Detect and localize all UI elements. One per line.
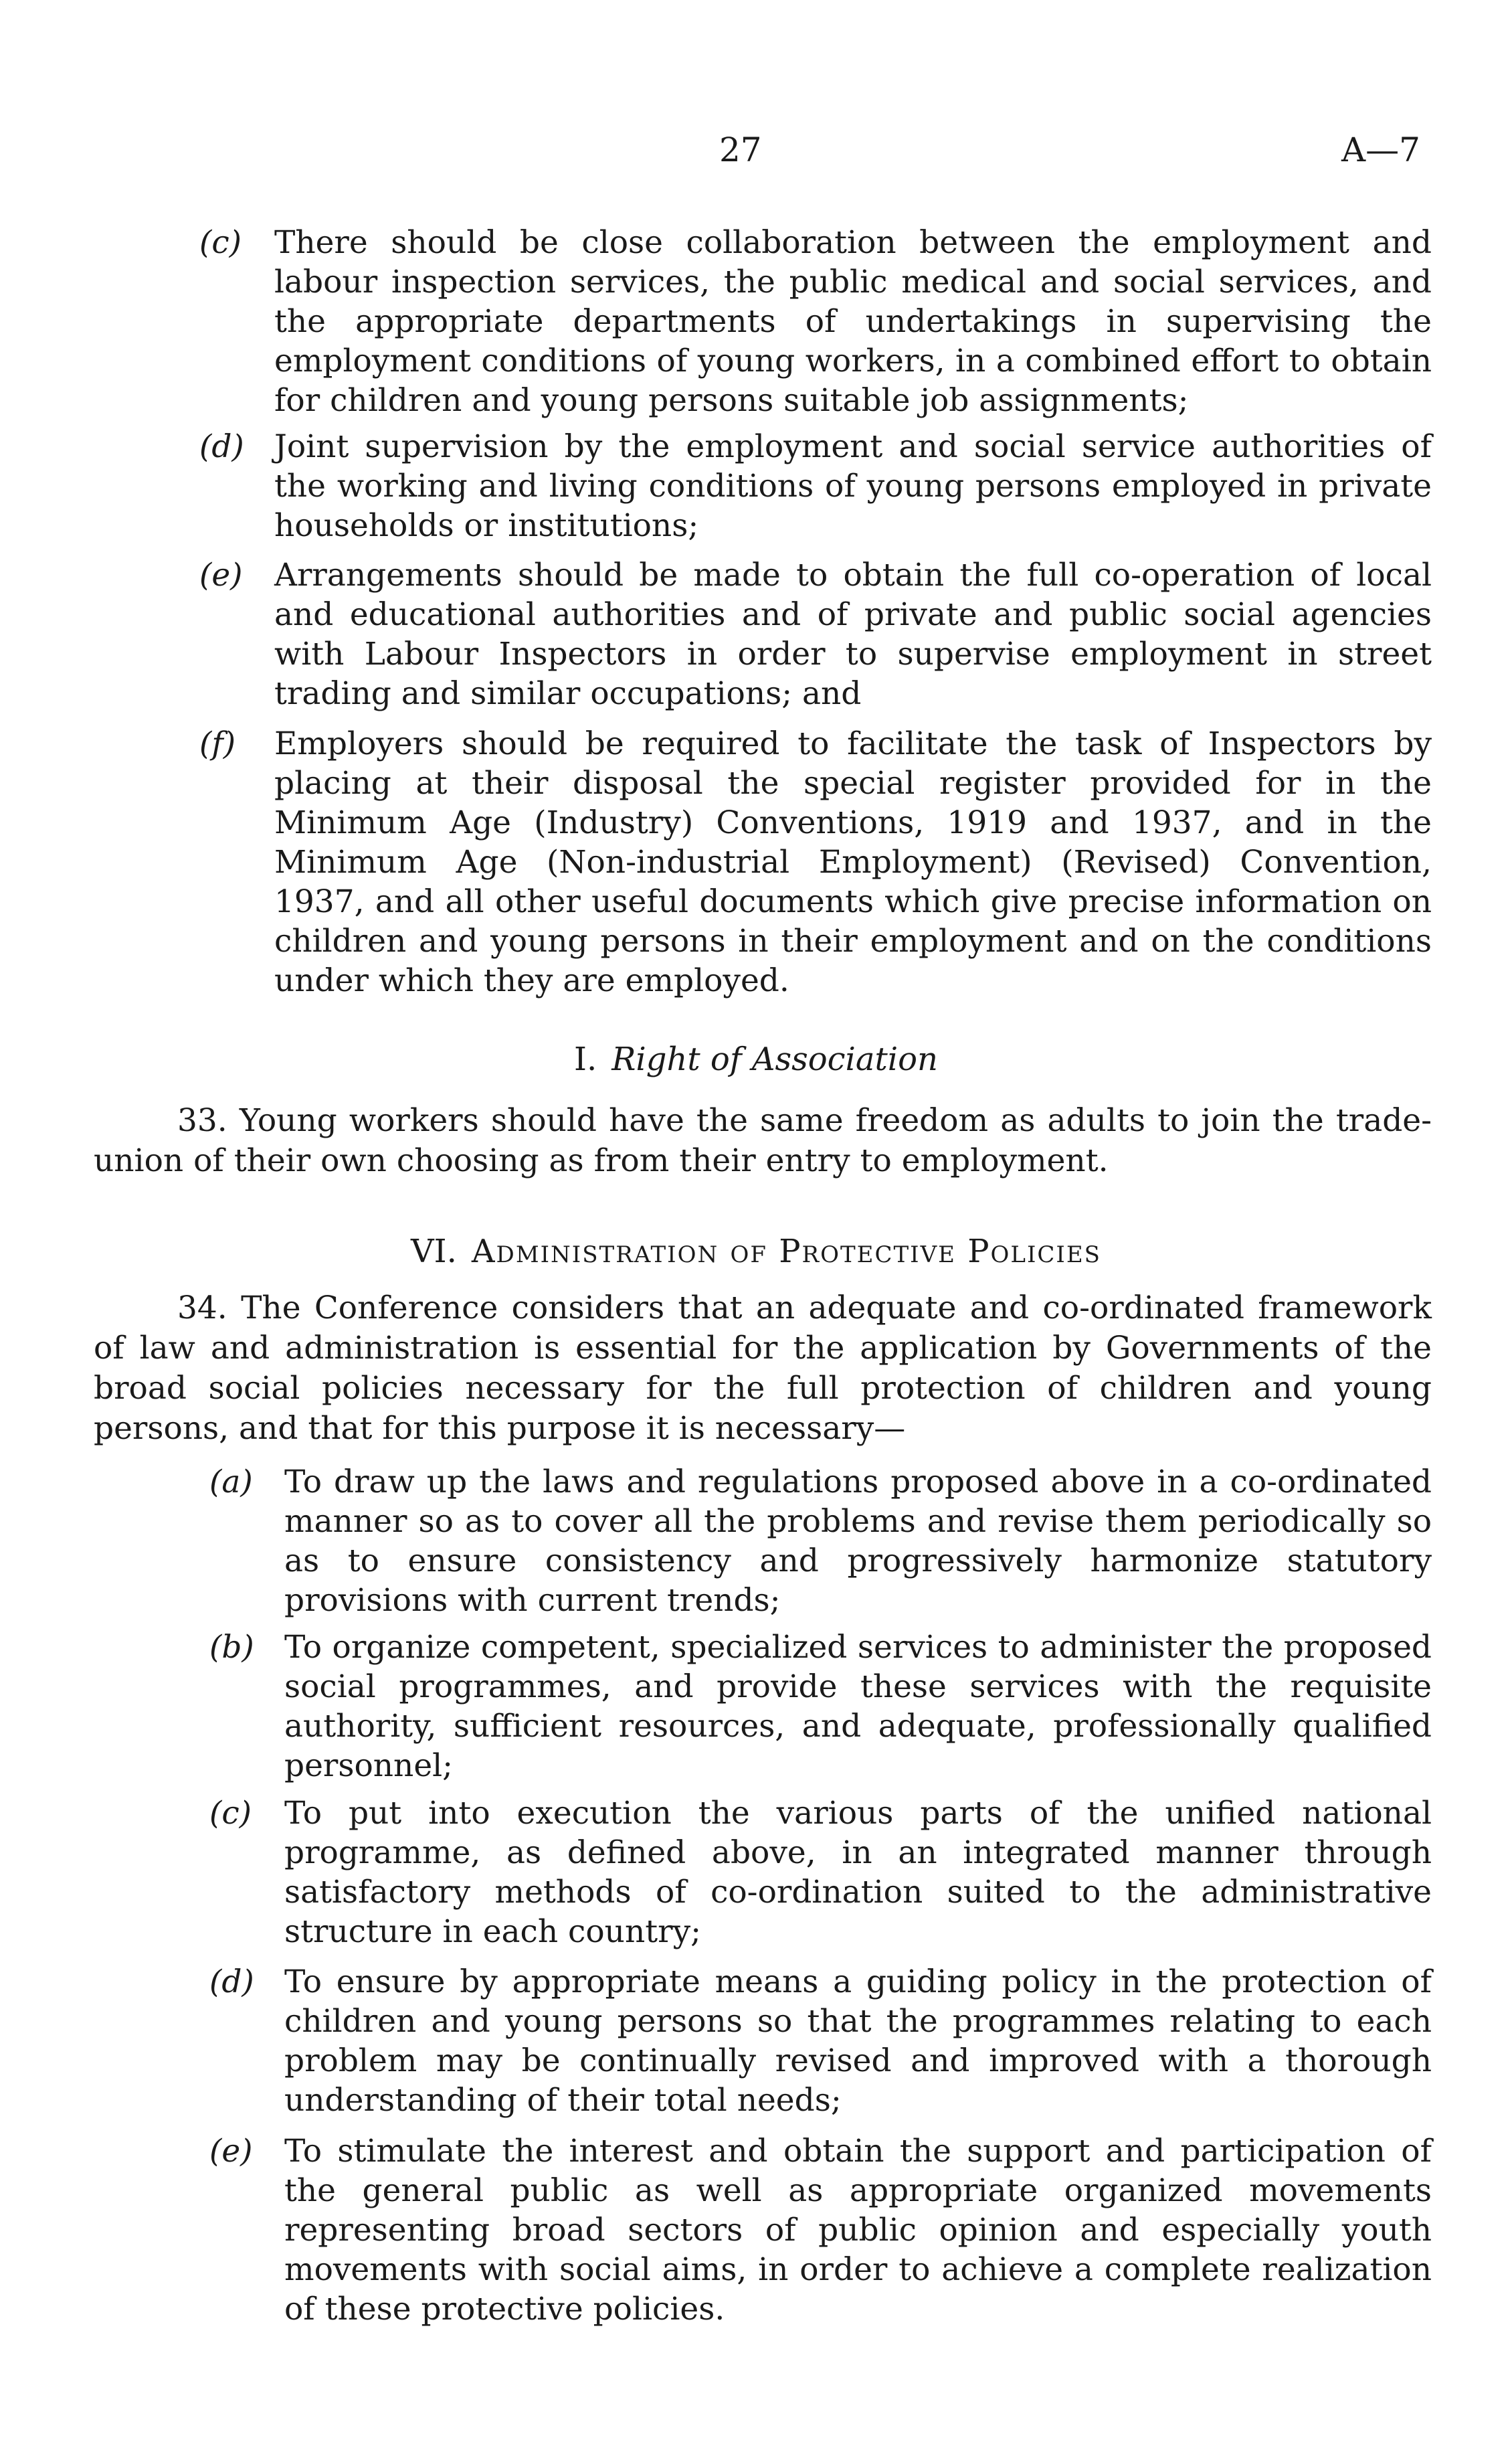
page-reference: A—7 xyxy=(1341,130,1420,169)
list-item xyxy=(199,427,1432,545)
item-text: Employers should be required to facilitate the task of Inspectors by placing at their disposal the special register provided for in the Minimum Age (Industry) Conventions, 1919 and 1937, and in the Minimum Age (Non-industrial Employment) (Revised) Convention, 1937, and all other useful documents which give precise information on children and young persons in their employment and on the conditions under which they are employed. xyxy=(274,725,1432,999)
item-text: There should be close collaboration between the employment and labour inspection services, the public medical and social services, and the appropriate departments of undertakings in supervising the employment conditions of young workers, in a combined effort to obtain for children and young persons suitable job assignments; xyxy=(274,224,1432,419)
list-item xyxy=(199,223,1432,420)
item-label: (e) xyxy=(209,2133,253,2170)
item-label: (a) xyxy=(209,1464,253,1500)
subsection-title: Right of Association xyxy=(611,1041,938,1078)
list-item xyxy=(199,724,1432,1000)
item-label: (d) xyxy=(199,428,244,465)
section-heading xyxy=(0,1233,1512,1270)
subsection-number: I. xyxy=(574,1041,597,1078)
item-text: To organize competent, specialized services to administer the proposed social programmes, and provide these services with the requisite authority, sufficient resources, and adequate, professionally qualified personnel; xyxy=(284,1629,1432,1784)
item-text: To ensure by appropriate means a guiding policy in the protection of children and young persons so that the programmes relating to each problem may be continually revised and improved with a thorough understanding of their total needs; xyxy=(284,1963,1432,2119)
item-label: (e) xyxy=(199,557,243,594)
item-label: (c) xyxy=(199,224,242,261)
list-item xyxy=(209,1462,1432,1620)
list-item xyxy=(209,2131,1432,2329)
subsection-heading xyxy=(0,1041,1512,1078)
item-label: (d) xyxy=(209,1963,254,2000)
item-text: To put into execution the various parts of the unified national programme, as defined above, in an integrated manner through satisfactory methods of co-ordination suited to the administrative structure in each country; xyxy=(284,1795,1432,1950)
list-item xyxy=(209,1628,1432,1785)
page-number: 27 xyxy=(719,130,762,169)
section-title: Administration of Protective Policies xyxy=(471,1233,1101,1270)
section-number: VI. xyxy=(411,1233,457,1270)
paragraph-34 xyxy=(94,1288,1432,1449)
item-label: (f) xyxy=(199,725,236,762)
page-header xyxy=(0,130,1512,177)
item-text: To draw up the laws and regulations proposed above in a co-ordinated manner so as to cover all the problems and revise them periodically so as to ensure consistency and progressively harmonize statutory provisions with current trends; xyxy=(284,1464,1432,1619)
item-label: (b) xyxy=(209,1629,254,1666)
item-text: Arrangements should be made to obtain the full co-operation of local and educational authorities and of private and public social agencies with Labour Inspectors in order to supervise employment in street trading and similar occupations; and xyxy=(274,557,1432,712)
list-item xyxy=(209,1962,1432,2120)
item-text: Joint supervision by the employment and social service authorities of the working and living conditions of young persons employed in private households or institutions; xyxy=(274,428,1432,544)
item-label: (c) xyxy=(209,1795,252,1832)
paragraph-33 xyxy=(94,1101,1432,1181)
item-text: To stimulate the interest and obtain the support and participation of the general public as well as appropriate organized movements representing broad sectors of public opinion and especially youth movements with social aims, in order to achieve a complete realization of these protective policies. xyxy=(284,2133,1432,2328)
paragraph-text: 34. The Conference considers that an adequate and co-ordinated framework of law and administration is essential for the application by Governments of the broad social policies necessary for the full protection of children and young persons, and that for this purpose it is necessary— xyxy=(94,1290,1432,1447)
list-item xyxy=(209,1793,1432,1951)
paragraph-text: 33. Young workers should have the same freedom as adults to join the trade-union of their own choosing as from their entry to employment. xyxy=(94,1102,1432,1179)
list-item xyxy=(199,555,1432,713)
